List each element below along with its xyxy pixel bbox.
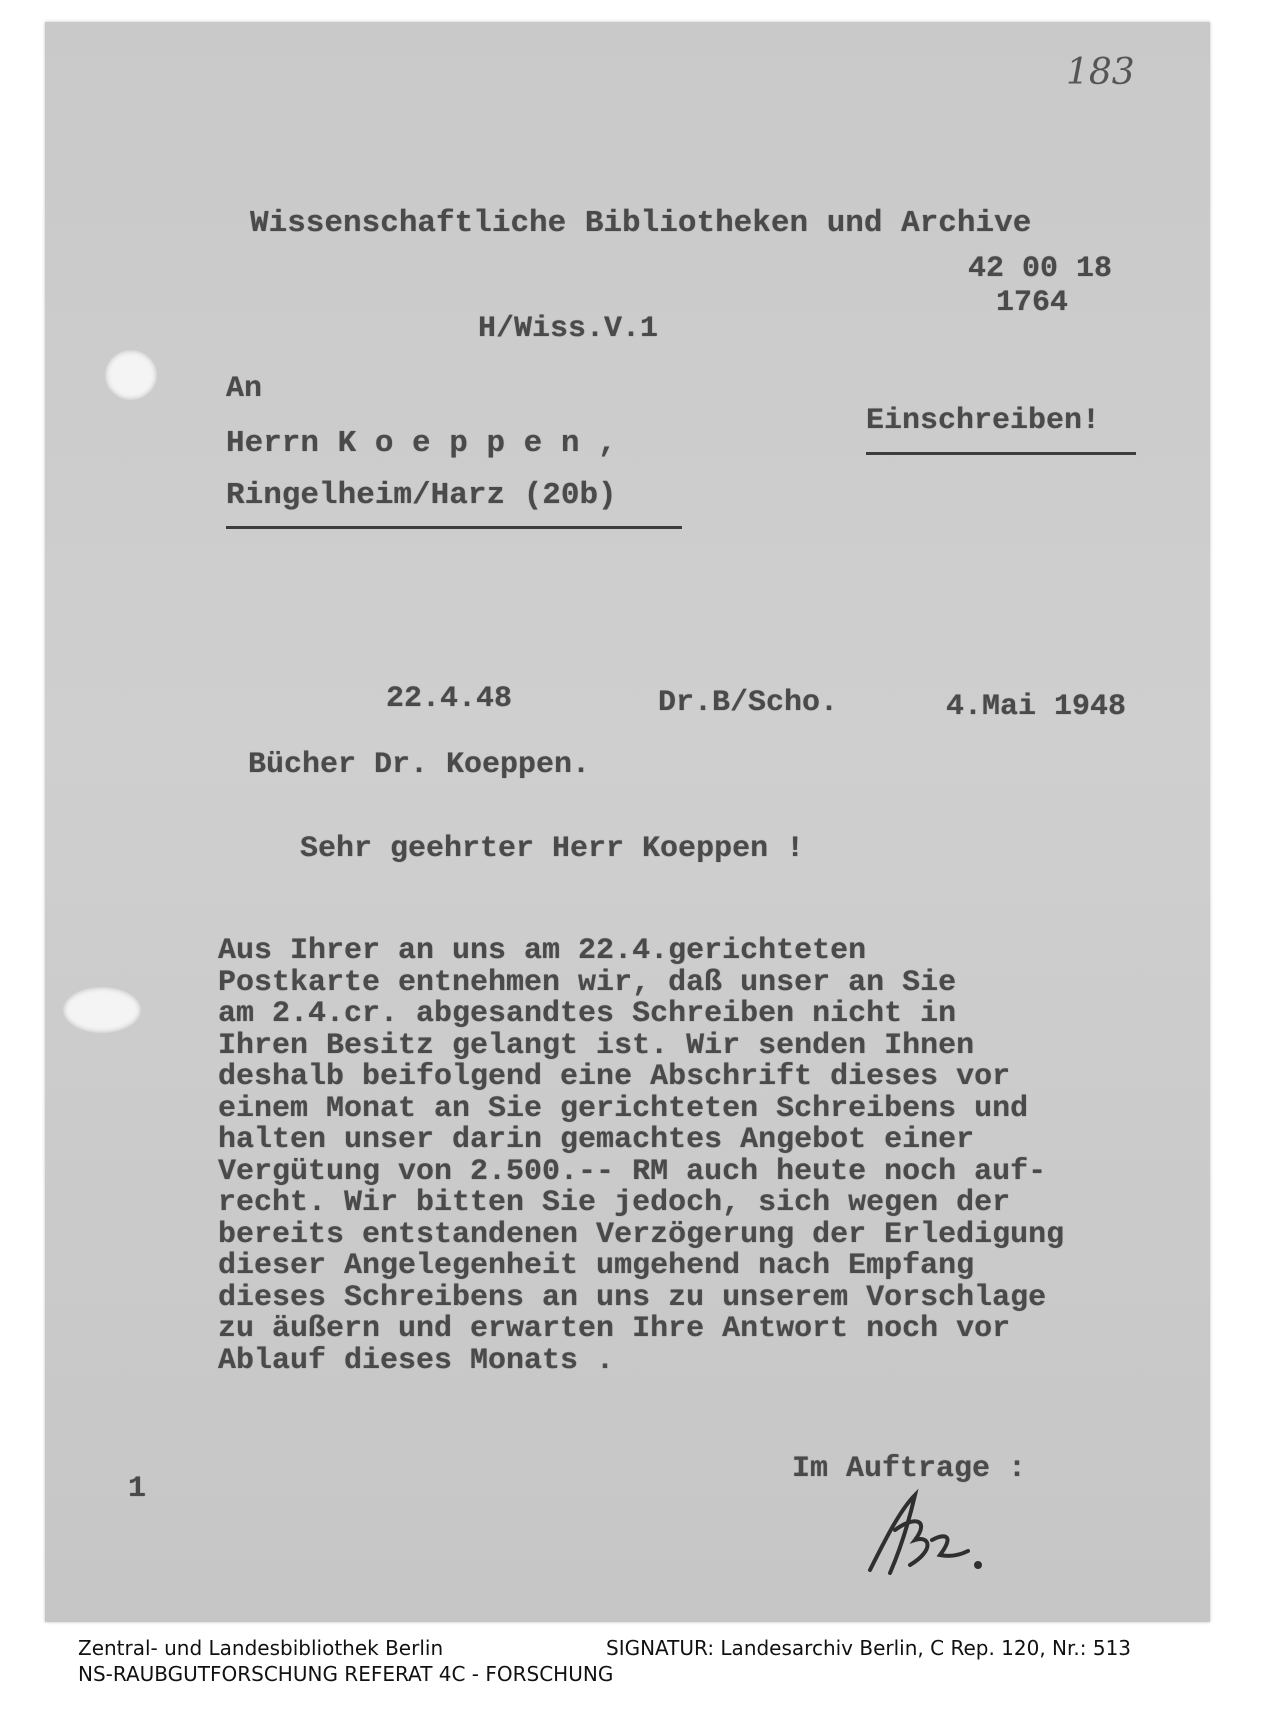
recipient-name: Herrn K o e p p e n ,	[226, 426, 617, 461]
margin-number: 1	[128, 1472, 147, 1506]
our-reference-sign: Dr.B/Scho.	[658, 686, 839, 720]
greeting: Sehr geehrter Herr Koeppen !	[300, 832, 805, 866]
footer-department: NS-RAUBGUTFORSCHUNG REFERAT 4C - FORSCHUNG	[78, 1662, 614, 1686]
footer-signatur: SIGNATUR: Landesarchiv Berlin, C Rep. 120, Nr.: 513	[606, 1636, 1132, 1660]
body-line: dieser Angelegenheit umgehend nach Empfang	[218, 1249, 975, 1283]
your-letter-date: 22.4.48	[386, 682, 513, 716]
footer-institution: Zentral- und Landesbibliothek Berlin	[78, 1636, 444, 1660]
punch-hole-bottom	[63, 987, 141, 1033]
body-line: deshalb beifolgend eine Abschrift dieses vor	[218, 1060, 1011, 1094]
letter-date: 4.Mai 1948	[946, 690, 1127, 724]
body-line: Postkarte entnehmen wir, daß unser an Sie	[218, 965, 957, 1000]
letterhead-phone: 42 00 18	[968, 252, 1113, 286]
signature-initials	[860, 1485, 990, 1585]
body-line: Ablauf dieses Monats .	[218, 1343, 615, 1378]
handwritten-page-number: 183	[1066, 52, 1135, 93]
body-line: Vergütung von 2.500.-- RM auch heute noch auf-	[218, 1154, 1047, 1189]
recipient-underline	[226, 526, 682, 529]
closing-on-behalf: Im Auftrage :	[792, 1452, 1027, 1486]
subject-line: Bücher Dr. Koeppen.	[248, 748, 591, 782]
letterhead-org: Wissenschaftliche Bibliotheken und Archive	[250, 206, 1032, 241]
body-line: zu äußern und erwarten Ihre Antwort noch vor	[218, 1312, 1011, 1346]
recipient-place: Ringelheim/Harz (20b)	[226, 478, 617, 513]
body-line: Ihren Besitz gelangt ist. Wir senden Ihnen	[218, 1028, 975, 1063]
letterhead-extension: 1764	[996, 286, 1069, 320]
body-line: bereits entstandenen Verzögerung der Erledigung	[218, 1217, 1065, 1252]
body-line: dieses Schreibens an uns zu unserem Vorschlage	[218, 1280, 1047, 1315]
body-line: einem Monat an Sie gerichteten Schreibens und	[218, 1091, 1029, 1126]
body-line: halten unser darin gemachtes Angebot einer	[218, 1123, 975, 1157]
mail-type-underline	[866, 452, 1136, 455]
letter-body	[218, 936, 1198, 1377]
body-line: recht. Wir bitten Sie jedoch, sich wegen der	[218, 1186, 1011, 1220]
mail-type-registered: Einschreiben!	[866, 404, 1101, 438]
reference-code: H/Wiss.V.1	[478, 312, 659, 346]
recipient-to: An	[226, 372, 263, 406]
punch-hole-top	[105, 350, 157, 400]
body-line: Aus Ihrer an uns am 22.4.gerichteten	[218, 934, 867, 968]
body-line: am 2.4.cr. abgesandtes Schreiben nicht in	[218, 997, 957, 1031]
